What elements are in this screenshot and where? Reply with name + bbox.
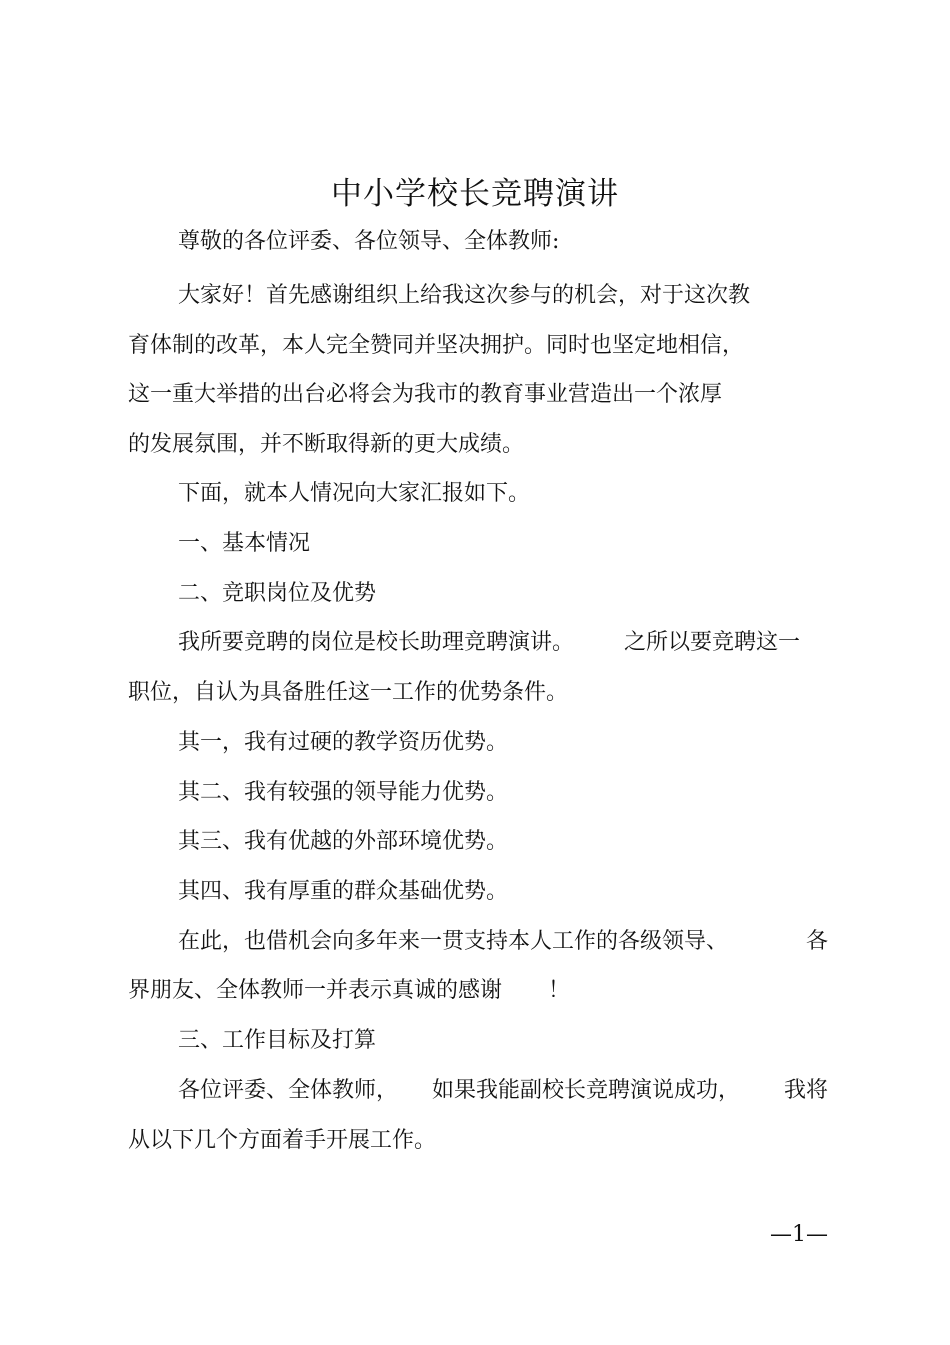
- paragraph-line: 的发展氛围，并不断取得新的更大成绩。: [128, 432, 525, 457]
- paragraph-segment: 我所要竞聘的岗位是校长助理竞聘演讲。: [178, 630, 575, 655]
- advantage-item: 其三、我有优越的外部环境优势。: [178, 829, 509, 854]
- paragraph-segment: 界朋友、全体教师一并表示真诚的感谢: [128, 978, 503, 1003]
- page-number: —1—: [770, 1222, 828, 1247]
- greeting: 尊敬的各位评委、各位领导、全体教师:: [178, 229, 560, 254]
- paragraph-line: [178, 627, 800, 659]
- paragraph-line: [128, 975, 570, 1007]
- paragraph-segment: 各位评委、全体教师，: [178, 1078, 399, 1103]
- document-title: 中小学校长竞聘演讲: [331, 176, 619, 212]
- paragraph-line: 育体制的改革，本人完全赞同并坚决拥护。同时也坚定地相信，: [128, 333, 745, 358]
- paragraph-line: [178, 926, 828, 958]
- paragraph-line: 这一重大举措的出台必将会为我市的教育事业营造出一个浓厚: [128, 382, 723, 407]
- advantage-item: 其一，我有过硬的教学资历优势。: [178, 730, 509, 755]
- paragraph-line: 职位，自认为具备胜任这一工作的优势条件。: [128, 680, 569, 705]
- paragraph-line: [178, 1075, 828, 1107]
- paragraph-segment: ！: [548, 978, 571, 1003]
- paragraph-segment: 各: [805, 929, 828, 954]
- advantage-item: 其二、我有较强的领导能力优势。: [178, 780, 509, 805]
- paragraph-segment: 在此，也借机会向多年来一贯支持本人工作的各级领导、: [178, 929, 729, 954]
- paragraph-line: 大家好！首先感谢组织上给我这次参与的机会，对于这次教: [178, 283, 751, 308]
- paragraph-segment: 之所以要竞聘这一: [624, 630, 801, 655]
- paragraph-segment: 我将: [783, 1078, 828, 1103]
- paragraph-line: 从以下几个方面着手开展工作。: [128, 1128, 437, 1153]
- section-heading-2: 二、竞职岗位及优势: [178, 581, 377, 606]
- paragraph-segment: 如果我能副校长竞聘演说成功，: [432, 1078, 741, 1103]
- section-heading-1: 一、基本情况: [178, 531, 311, 556]
- intro-line: 下面，就本人情况向大家汇报如下。: [178, 481, 531, 506]
- advantage-item: 其四、我有厚重的群众基础优势。: [178, 879, 509, 904]
- section-heading-3: 三、工作目标及打算: [178, 1028, 377, 1053]
